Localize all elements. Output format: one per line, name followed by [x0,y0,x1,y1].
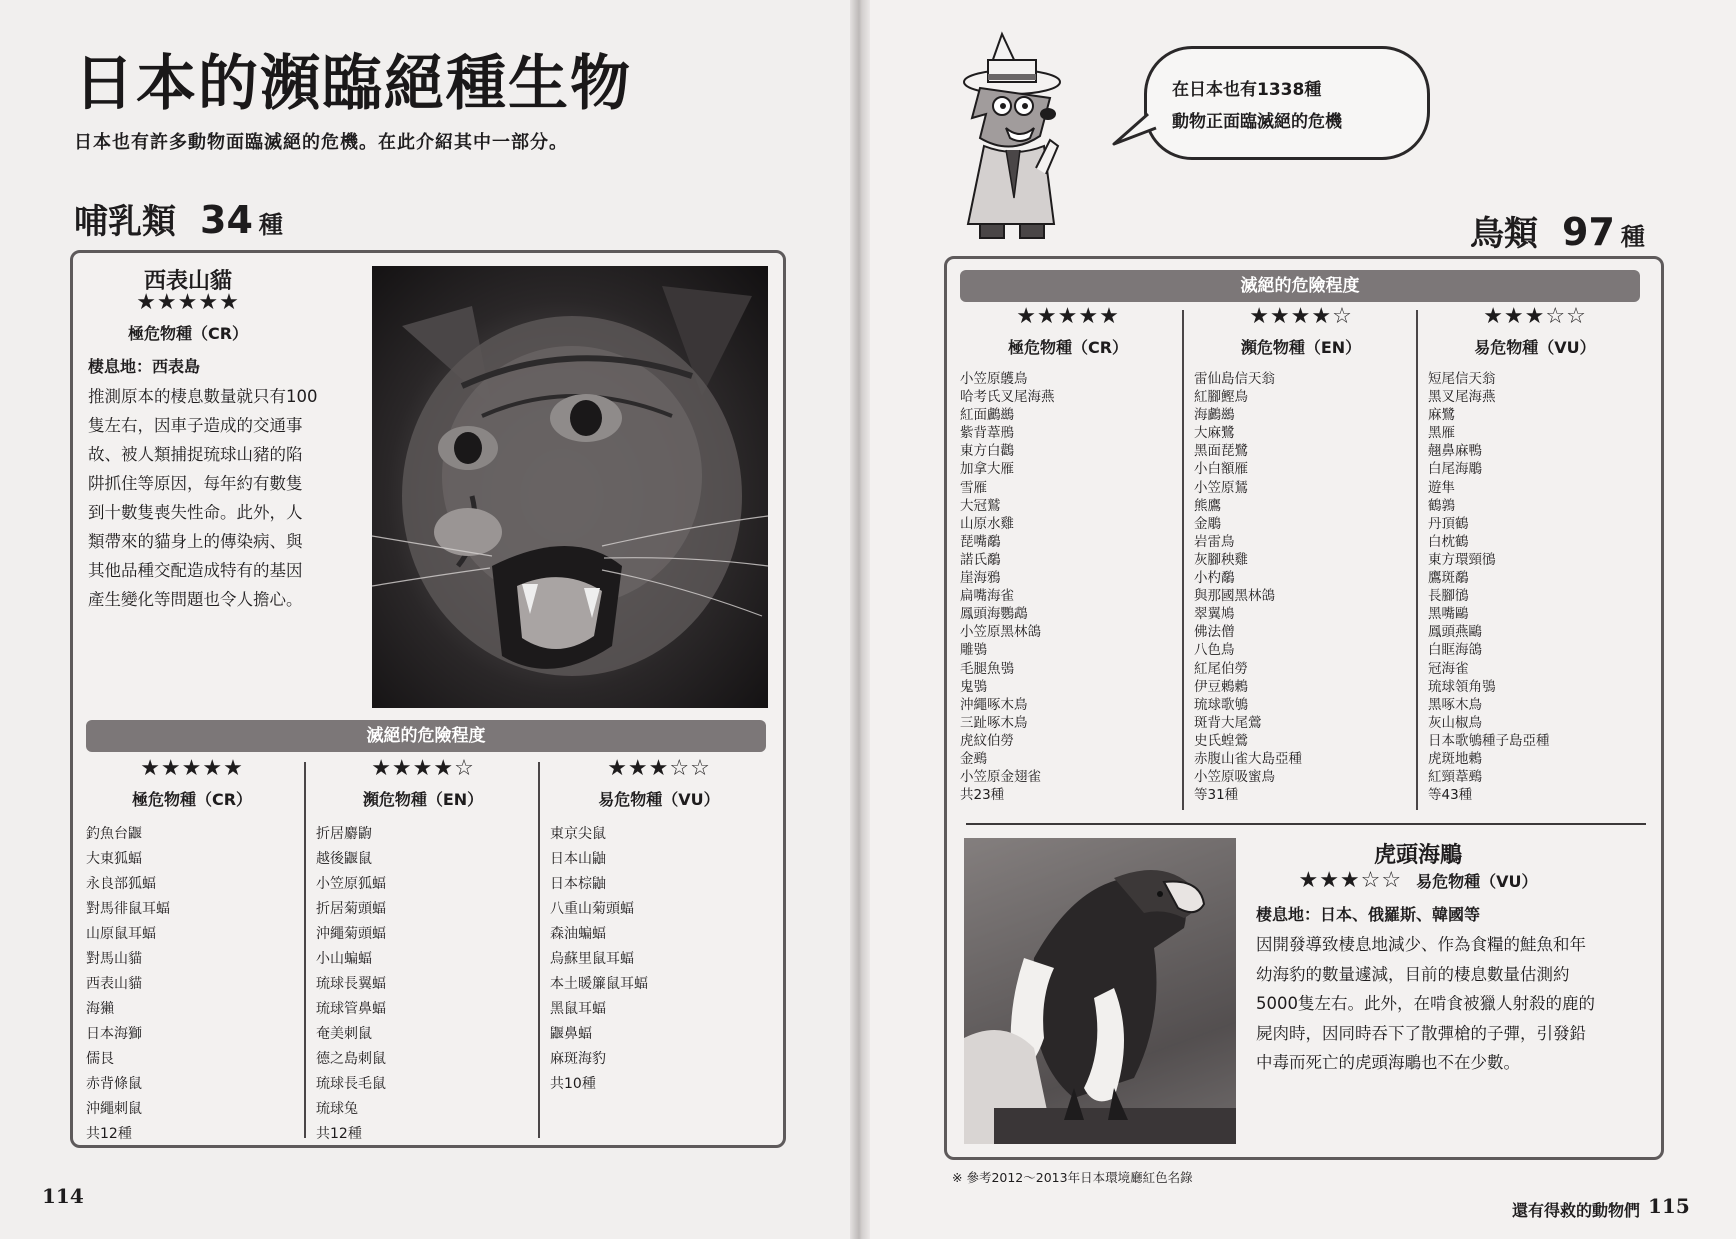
list-item: 鼴鼻蝠 [550,1026,592,1042]
list-item: 丹頂鶴 [1428,515,1469,532]
list-item: 斑背大尾鶯 [1194,714,1262,731]
list-item: 扁嘴海雀 [960,588,1014,605]
list-item: 小笠原狐蝠 [316,876,386,892]
cr-list [960,370,1176,804]
list-item: 小笠原鸌鳥 [960,371,1028,387]
list-total: 共10種 [550,1076,596,1092]
list-item: 史氏蝗鶯 [1194,732,1248,749]
mammals-danger-bar: 滅絕的危險程度 [86,720,766,752]
list-item: 翠翼鳩 [1194,606,1235,623]
list-item: 大麻鷺 [1194,425,1235,442]
list-item: 西表山貓 [86,976,142,992]
cr-label: 極危物種（CR） [1007,338,1129,357]
birds-vu-column [1428,304,1642,804]
stellers-sea-eagle-photo [964,838,1236,1144]
list-item: 八重山菊頭蝠 [550,901,634,917]
iriomote-cat-level: 極危物種（CR） [127,324,249,343]
cr-stars: ★★★★★ [1016,304,1120,329]
list-item: 鶴鶉 [1428,497,1455,514]
list-item: 日本棕鼬 [550,876,606,892]
list-item: 雕鴞 [960,642,987,659]
birds-count-unit: 種 [1620,223,1645,251]
list-item: 雷仙島信天翁 [1194,371,1275,387]
list-item: 森油蝙蝠 [550,926,606,942]
list-item: 黑嘴鷗 [1428,606,1469,623]
list-item: 對馬山貓 [86,951,142,967]
list-item: 翹鼻麻鴨 [1428,443,1482,460]
speech-line: 動物正面臨滅絕的危機 [1172,112,1342,132]
description-line: 中毒而死亡的虎頭海鵰也不在少數。 [1256,1053,1520,1072]
list-item: 琉球兔 [316,1101,358,1117]
list-item: 東方白鸛 [960,443,1014,460]
cr-stars: ★★★★★ [140,756,244,781]
list-item: 紫背葦鳽 [960,425,1014,442]
list-total: 等31種 [1194,787,1239,804]
list-item: 灰腳秧雞 [1194,551,1248,568]
list-item: 紅頸葦鵐 [1428,769,1482,786]
list-total: 共12種 [86,1126,132,1142]
list-item: 黑啄木鳥 [1428,696,1482,713]
en-label: 瀕危物種（EN） [362,790,484,809]
list-item: 鳳頭海鸚鵡 [960,606,1028,623]
description-line: 屍肉時，因同時吞下了散彈槍的子彈，引發鉛 [1256,1023,1586,1043]
list-item: 琵嘴鷸 [960,533,1001,550]
stellers-sea-eagle-name: 虎頭海鵰 [1373,842,1462,868]
list-item: 八色鳥 [1194,642,1235,659]
list-item: 黑雁 [1428,425,1455,442]
vu-label: 易危物種（VU） [1474,338,1596,357]
en-list [1194,370,1408,804]
description-line: 到十數隻喪失性命。此外，人 [88,503,303,522]
vu-label: 易危物種（VU） [598,790,720,809]
list-item: 鳳頭燕鷗 [1428,624,1482,641]
list-item: 海獺 [86,1001,114,1017]
list-item: 三趾啄木鳥 [960,714,1028,731]
iriomote-cat-name: 西表山貓 [143,268,232,294]
list-item: 小笠原金翅雀 [960,769,1041,786]
list-item: 烏蘇里鼠耳蝠 [550,951,634,967]
list-item: 遊隼 [1428,479,1455,496]
vu-list [1428,370,1642,804]
list-item: 黑面琵鷺 [1194,443,1248,460]
list-item: 小笠原吸蜜鳥 [1194,769,1275,786]
description-line: 產生變化等問題也令人擔心。 [88,590,303,609]
list-item: 鷹斑鷸 [1428,570,1469,587]
description-line: 阱抓住等原因，每年約有數隻 [88,474,303,493]
list-item: 對馬徘鼠耳蝠 [86,901,170,917]
list-item: 毛腿魚鴞 [960,660,1014,677]
speech-bubble-text [1172,74,1342,138]
list-item: 紅尾伯勞 [1194,660,1248,677]
list-total: 等43種 [1428,787,1473,804]
list-item: 灰山椒鳥 [1428,714,1482,731]
cat-face-illustration [372,266,768,708]
list-item: 短尾信天翁 [1428,371,1496,387]
list-item: 大東狐蝠 [86,851,142,867]
birds-category-name: 鳥類 [1470,214,1538,254]
en-label: 瀕危物種（EN） [1240,338,1362,357]
list-item: 金鵐 [960,750,987,767]
book-spine [850,0,870,1239]
list-item: 白尾海鵰 [1428,461,1482,478]
list-item: 本土暖簾鼠耳蝠 [550,976,648,992]
iriomote-cat-stars: ★★★★★ [136,290,240,315]
list-item: 山原水雞 [960,515,1014,532]
list-item: 熊鷹 [1194,497,1221,514]
eagle-illustration [964,838,1236,1144]
list-item: 紅面鸕鷀 [960,407,1014,424]
speech-bubble-tail [1112,110,1160,150]
cr-label: 極危物種（CR） [131,790,253,809]
list-item: 琉球長毛鼠 [316,1076,386,1092]
list-item: 琉球領角鴞 [1428,678,1496,695]
birds-count: 97 [1562,210,1615,254]
list-item: 沖繩刺鼠 [86,1101,142,1117]
list-item: 岩雷鳥 [1194,533,1235,550]
list-item: 金鵰 [1194,515,1221,532]
list-item: 虎紋伯勞 [960,732,1014,749]
list-item: 小山蝙蝠 [316,951,372,967]
list-item: 海鸕鷀 [1194,407,1235,424]
list-item: 琉球長翼蝠 [316,976,386,992]
speech-line: 在日本也有1338種 [1172,80,1322,100]
list-item: 麻鷺 [1428,407,1455,424]
list-item: 德之島刺鼠 [316,1051,386,1067]
cr-list [86,822,298,1147]
list-item: 日本歌鴝種子島亞種 [1428,732,1550,749]
list-item: 白枕鶴 [1428,533,1469,550]
list-item: 紅腳鰹鳥 [1194,389,1248,406]
column-divider [538,762,540,1138]
list-item: 小杓鷸 [1194,570,1235,587]
list-item: 奄美刺鼠 [316,1026,372,1042]
list-item: 赤腹山雀大島亞種 [1194,750,1302,767]
vu-list [550,822,768,1097]
list-item: 小笠原鵟 [1194,479,1248,496]
list-item: 冠海雀 [1428,660,1469,677]
list-item: 山原鼠耳蝠 [86,926,156,942]
en-list [316,822,530,1147]
iriomote-cat-habitat: 棲息地：西表島 [88,357,201,376]
en-stars: ★★★★☆ [1249,304,1353,329]
list-item: 釣魚台鼴 [86,826,142,842]
birds-heading [1470,206,1645,255]
list-item: 虎斑地鶇 [1428,750,1482,767]
description-line: 其他品種交配造成特有的基因 [88,561,303,580]
mammals-heading [74,194,283,243]
list-total: 共23種 [960,787,1005,804]
description-line: 幼海豹的數量遽減，目前的棲息數量估測約 [1256,964,1570,984]
description-line: 推測原本的棲息數量就只有100 [88,387,318,406]
mammals-count-unit: 種 [258,211,283,239]
stellers-sea-eagle-stars: ★★★☆☆ [1298,868,1403,893]
stellers-sea-eagle-description [1256,930,1652,1078]
description-line: 故、被人類捕捉琉球山豬的陷 [88,445,303,464]
running-head: 還有得救的動物們 [1512,1201,1641,1220]
list-item: 赤背條鼠 [86,1076,142,1092]
mammals-vu-column [550,756,768,1097]
list-item: 永良部狐蝠 [86,876,156,892]
page-subtitle: 日本也有許多動物面臨滅絕的危機。在此介紹其中一部分。 [74,132,568,153]
list-item: 沖繩菊頭蝠 [316,926,386,942]
list-item: 黑鼠耳蝠 [550,1001,606,1017]
page-number-right: 115 [1648,1194,1690,1218]
description-line: 隻左右，因車子造成的交通事 [88,416,303,435]
column-divider [1416,310,1418,810]
stellers-sea-eagle-level: 易危物種（VU） [1416,872,1538,891]
list-item: 伊豆鶇鶇 [1194,678,1248,695]
column-divider [1182,310,1184,810]
mammals-en-column [316,756,530,1147]
list-total: 共12種 [316,1126,362,1142]
list-item: 沖繩啄木鳥 [960,696,1028,713]
column-divider [304,762,306,1138]
detective-mascot-illustration [950,28,1080,246]
page-number-left: 114 [42,1184,84,1208]
mammals-category-name: 哺乳類 [74,202,176,242]
list-item: 折居麝鼩 [316,826,372,842]
list-item: 儒艮 [86,1051,114,1067]
page-title: 日本的瀕臨絕種生物 [74,49,632,119]
list-item: 加拿大雁 [960,461,1014,478]
mammals-cr-column [86,756,298,1147]
stellers-sea-eagle-rating [1250,868,1586,893]
list-item: 日本山鼬 [550,851,606,867]
vu-stars: ★★★☆☆ [607,756,711,781]
list-item: 鬼鴞 [960,678,987,695]
section-divider [966,823,1646,825]
footnote: ※ 參考2012～2013年日本環境廳紅色名錄 [952,1170,1193,1185]
list-item: 琉球管鼻蝠 [316,1001,386,1017]
list-item: 越後鼴鼠 [316,851,372,867]
iriomote-cat-description [88,382,356,614]
list-item: 諾氏鷸 [960,551,1001,568]
list-item: 琉球歌鴝 [1194,696,1248,713]
list-item: 麻斑海豹 [550,1051,606,1067]
list-item: 長腳鴴 [1428,588,1469,605]
iriomote-cat-photo [372,266,768,708]
list-item: 黑叉尾海燕 [1428,389,1496,406]
birds-en-column [1194,304,1408,804]
mammals-count: 34 [200,198,253,242]
list-item: 日本海獅 [86,1026,142,1042]
detective-mascot [950,28,1080,246]
description-line: 5000隻左右。此外，在啃食被獵人射殺的鹿的 [1256,994,1595,1013]
list-item: 東京尖鼠 [550,826,606,842]
description-line: 因開發導致棲息地減少、作為食糧的鮭魚和年 [1256,935,1586,954]
list-item: 小笠原黑林鴿 [960,624,1041,641]
list-item: 小白額雁 [1194,461,1248,478]
list-item: 雪雁 [960,479,987,496]
birds-danger-bar: 滅絕的危險程度 [960,270,1640,302]
list-item: 佛法僧 [1194,624,1235,641]
list-item: 折居菊頭蝠 [316,901,386,917]
list-item: 大冠鷲 [960,497,1001,514]
list-item: 白眶海鴿 [1428,642,1482,659]
list-item: 東方環頸鴴 [1428,551,1496,568]
list-item: 與那國黑林鴿 [1194,588,1275,605]
description-line: 類帶來的貓身上的傳染病、與 [88,532,303,551]
vu-stars: ★★★☆☆ [1483,304,1587,329]
en-stars: ★★★★☆ [371,756,475,781]
stellers-sea-eagle-habitat: 棲息地：日本、俄羅斯、韓國等 [1256,905,1481,924]
list-item: 崖海鴉 [960,570,1001,587]
list-item: 哈考氏叉尾海燕 [960,389,1055,406]
birds-cr-column [960,304,1176,804]
